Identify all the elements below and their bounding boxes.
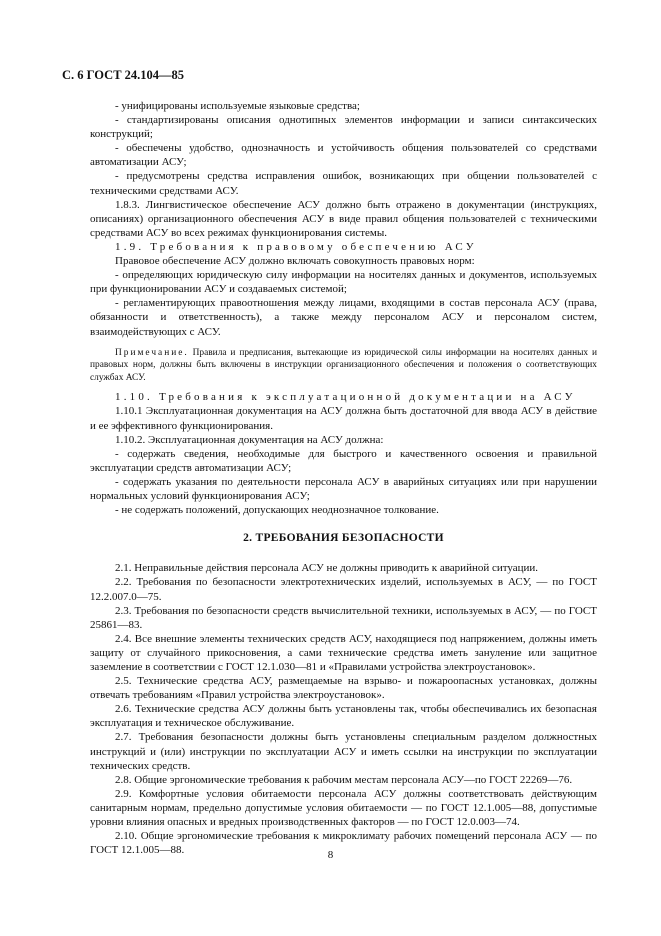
page-number: 8 (327, 849, 334, 861)
paragraph: 1.10.2. Эксплуатационная документация на АСУ должна: (115, 433, 384, 446)
paragraph: - регламентирующих правоотношения между лицами, входящими в состав персонала АСУ (права, обязанности и ответственность), а также между персоналом АСУ и персоналом систем, взаимодействующих с АСУ. (90, 297, 597, 338)
paragraph: 2.9. Комфортные условия обитаемости персонала АСУ должны соответствовать действующим санитарным нормам, предельно допустимые условия обитаемости — по ГОСТ 12.1.005—88, допустимые уровни влияния опасных и вредных производственных факторов — по ГОСТ 12.0.003—74. (90, 787, 597, 828)
paragraph: - содержать сведения, необходимые для быстрого и качественного освоения и правильной эксплуатации средств автоматизации АСУ; (90, 447, 597, 474)
page-header: С. 6 ГОСТ 24.104—85 (62, 68, 185, 82)
paragraph: 1.8.3. Лингвистическое обеспечение АСУ должно быть отражено в документации (инструкциях, описаниях) организационного обеспечения АСУ в виде правил общения пользователей с техническими средствами АСУ во всех режимах функционирования системы. (90, 198, 597, 239)
paragraph: 2.1. Неправильные действия персонала АСУ не должны приводить к аварийной ситуации. (115, 562, 539, 575)
paragraph: 2.10. Общие эргономические требования к микроклимату рабочих помещений персонала АСУ — по ГОСТ 12.1.005—88. (90, 830, 597, 857)
paragraph: - определяющих юридическую силу информации на носителях данных и документов, используемых при функционировании АСУ и создаваемых системой; (90, 269, 597, 296)
subsection-heading: 1.10. Требования к эксплуатационной документации на АСУ (115, 391, 576, 404)
note-text: Правила и предписания, вытекающие из юридической силы информации на носителях данных и правовых норм, должны быть включены в инструкции организационного обеспечения и положения о соответствующих службах АСУ. (90, 347, 597, 383)
paragraph: 1.10.1 Эксплуатационная документация на АСУ должна быть достаточной для ввода АСУ в действие и ее эффективного функционирования. (90, 405, 597, 432)
paragraph: - предусмотрены средства исправления ошибок, возникающих при общении пользователей с техническими средствами АСУ. (90, 170, 597, 197)
page-content (90, 99, 597, 857)
note-label: Примечание. (115, 347, 189, 358)
note (90, 347, 597, 385)
paragraph: - содержать указания по деятельности персонала АСУ в аварийных ситуациях или при нарушении нормальных условий функционирования АСУ; (90, 475, 597, 503)
paragraph: - унифицированы используемые языковые средства; (115, 100, 360, 112)
paragraph: 2.6. Технические средства АСУ должны быть установлены так, чтобы обеспечивались их безопасная эксплуатация и техническое обслуживание. (90, 703, 597, 730)
paragraph: 2.8. Общие эргономические требования к рабочим местам персонала АСУ—по ГОСТ 22269—76. (115, 773, 573, 786)
paragraph: 2.2. Требования по безопасности электротехнических изделий, используемых в АСУ, — по ГОСТ 12.2.007.0—75. (90, 576, 597, 603)
paragraph: - стандартизированы описания однотипных элементов информации и записи синтаксических конструкций; (90, 114, 597, 141)
paragraph: 2.5. Технические средства АСУ, размещаемые на взрыво- и пожароопасных установках, должны отвечать требованиям «Правил устройства электроустановок». (90, 675, 597, 702)
subsection-heading: 1.9. Требования к правовому обеспечению АСУ (115, 240, 477, 253)
paragraph: - обеспечены удобство, однозначность и устойчивость общения пользователей со средствами автоматизации АСУ; (90, 142, 597, 169)
section-title: 2. ТРЕБОВАНИЯ БЕЗОПАСНОСТИ (243, 532, 444, 545)
paragraph: - не содержать положений, допускающих неоднозначное толкование. (115, 504, 439, 517)
paragraph: Правовое обеспечение АСУ должно включать совокупность правовых норм: (115, 255, 475, 268)
paragraph: 2.7. Требования безопасности должны быть установлены специальным разделом должностных инструкций и (или) инструкции по эксплуатации АСУ и иметь ссылки на инструкции по эксплуатации технических средств. (90, 731, 597, 772)
paragraph: 2.3. Требования по безопасности средств вычислительной техники, используемых в АСУ, — по ГОСТ 25861—83. (90, 604, 597, 631)
paragraph: 2.4. Все внешние элементы технических средств АСУ, находящиеся под напряжением, должны иметь защиту от случайного прикосновения, а сами технические средства иметь зануление или защитное заземление в соответствии с ГОСТ 12.1.030—81 и «Правилами устройства электроустановок». (90, 632, 597, 673)
